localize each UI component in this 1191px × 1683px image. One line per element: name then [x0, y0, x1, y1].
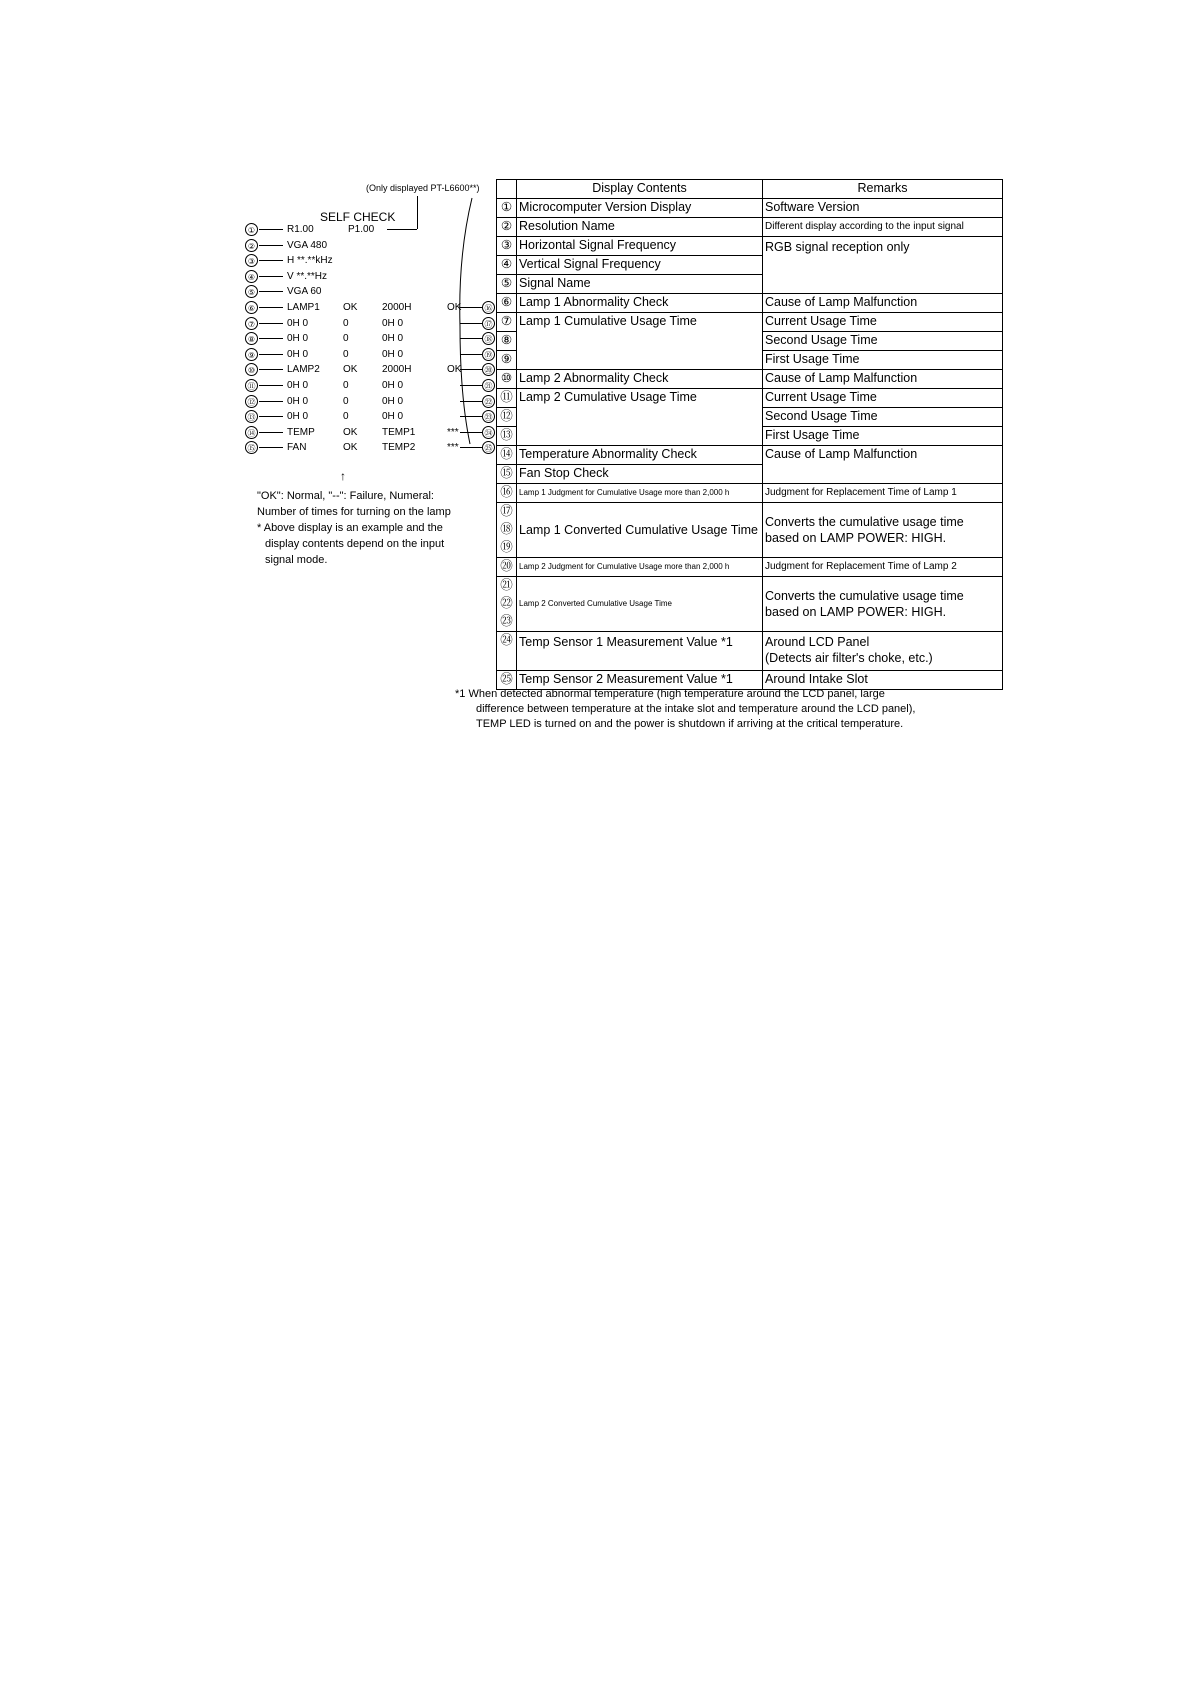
self-check-value: ***: [447, 427, 459, 438]
row-number: ⑨: [497, 351, 517, 370]
callout-number: ④: [245, 270, 258, 283]
row-remark: Current Usage Time: [763, 389, 1003, 408]
row-remark: Second Usage Time: [763, 408, 1003, 427]
self-check-value: 0H 0: [287, 396, 309, 407]
leader-line: [259, 338, 283, 339]
self-check-value: 0H 0: [382, 333, 404, 344]
self-check-value: P1.00: [348, 224, 375, 235]
row-number: ㉑: [500, 578, 513, 592]
row-content: Signal Name: [517, 275, 763, 294]
leader-line: [387, 229, 417, 230]
row-number: ⑱: [500, 522, 513, 536]
callout-number: ㉕: [482, 441, 495, 454]
note-line: display contents depend on the input: [265, 538, 445, 550]
self-check-value: 0H 0: [382, 396, 404, 407]
leader-line: [259, 260, 283, 261]
self-check-value: 0H 0: [287, 333, 309, 344]
leader-line: [259, 354, 283, 355]
callout-number: ②: [245, 239, 258, 252]
leader-line: [259, 447, 283, 448]
self-check-diagram: [0, 0, 500, 600]
row-content: Temperature Abnormality Check: [517, 446, 763, 465]
note-line: * Above display is an example and the: [257, 522, 443, 534]
row-number: ⑳: [497, 558, 517, 577]
row-remark: Converts the cumulative usage time based on LAMP POWER: HIGH.: [763, 577, 1003, 632]
row-number: ③: [497, 237, 517, 256]
callout-number: ⑪: [245, 379, 258, 392]
self-check-value: ***: [447, 442, 459, 453]
leader-line: [259, 307, 283, 308]
self-check-value: TEMP1: [382, 427, 416, 438]
self-check-value: OK: [447, 364, 462, 375]
row-remark: Software Version: [763, 199, 1003, 218]
model-note: (Only displayed PT-L6600**): [366, 183, 480, 193]
row-number: ㉕: [497, 671, 517, 690]
row-remark: Converts the cumulative usage time based on LAMP POWER: HIGH.: [763, 503, 1003, 558]
callout-number: ①: [245, 223, 258, 236]
row-remark: Different display according to the input signal: [763, 218, 1003, 237]
row-content: Lamp 2 Converted Cumulative Usage Time: [517, 577, 763, 632]
leader-line: [259, 229, 283, 230]
row-remark: Judgment for Replacement Time of Lamp 2: [763, 558, 1003, 577]
self-check-value: 0H 0: [382, 380, 404, 391]
display-contents-table: [496, 179, 1002, 690]
row-content: Lamp 2 Judgment for Cumulative Usage more than 2,000 h: [517, 558, 763, 577]
row-remark: Cause of Lamp Malfunction: [763, 294, 1003, 313]
row-number: ④: [497, 256, 517, 275]
self-check-value: 0H 0: [287, 349, 309, 360]
row-number: ⑪: [497, 389, 517, 408]
row-number: ⑥: [497, 294, 517, 313]
row-number-group: [497, 577, 517, 632]
row-content: Fan Stop Check: [517, 465, 763, 484]
self-check-value: 0: [343, 380, 349, 391]
self-check-value: V **.**Hz: [287, 271, 328, 282]
footnote-line: TEMP LED is turned on and the power is shutdown if arriving at the critical temperature.: [476, 718, 904, 730]
callout-number: ㉓: [482, 410, 495, 423]
leader-line: [259, 416, 283, 417]
self-check-value: H **.**kHz: [287, 255, 333, 266]
callout-number: ⑨: [245, 348, 258, 361]
leader-line: [259, 401, 283, 402]
row-number: ⑬: [497, 427, 517, 446]
callout-number: ⑦: [245, 317, 258, 330]
header-remarks: Remarks: [763, 180, 1003, 199]
row-remark-line: (Detects air filter's choke, etc.): [765, 651, 933, 665]
row-remark: Second Usage Time: [763, 332, 1003, 351]
callout-number: ⑥: [245, 301, 258, 314]
self-check-value: OK: [343, 442, 358, 453]
row-number: ⑮: [497, 465, 517, 484]
row-remark: First Usage Time: [763, 427, 1003, 446]
row-number: ㉔: [497, 632, 517, 671]
self-check-value: VGA 480: [287, 240, 328, 251]
row-content: Lamp 2 Abnormality Check: [517, 370, 763, 389]
callout-number: ⑤: [245, 285, 258, 298]
callout-number: ⑬: [245, 410, 258, 423]
row-content: Microcomputer Version Display: [517, 199, 763, 218]
leader-line: [259, 291, 283, 292]
self-check-value: OK: [343, 302, 358, 313]
self-check-value: LAMP2: [287, 364, 320, 375]
callout-number: ⑭: [245, 426, 258, 439]
callout-number: ㉒: [482, 395, 495, 408]
row-number: ⑧: [497, 332, 517, 351]
self-check-value: 0H 0: [382, 411, 404, 422]
connector-curve: [448, 196, 478, 446]
self-check-value: 0H 0: [382, 349, 404, 360]
callout-number: ⑲: [482, 348, 495, 361]
callout-number: ㉑: [482, 379, 495, 392]
row-content: Lamp 2 Cumulative Usage Time: [517, 389, 763, 446]
self-check-value: 2000H: [382, 364, 412, 375]
row-number: ⑯: [497, 484, 517, 503]
self-check-value: 0H 0: [287, 318, 309, 329]
row-number: ⑭: [497, 446, 517, 465]
self-check-title: SELF CHECK: [320, 210, 396, 224]
row-number: ⑩: [497, 370, 517, 389]
self-check-value: TEMP: [287, 427, 315, 438]
row-content: Lamp 1 Converted Cumulative Usage Time: [517, 503, 763, 558]
row-content: Lamp 1 Judgment for Cumulative Usage more than 2,000 h: [517, 484, 763, 503]
leader-line: [417, 196, 418, 229]
callout-number: ⑧: [245, 332, 258, 345]
row-number: ⑲: [500, 540, 513, 554]
row-remark-line: Around LCD Panel: [765, 635, 870, 649]
row-number: ⑫: [497, 408, 517, 427]
self-check-value: OK: [343, 427, 358, 438]
footnote-line: difference between temperature at the intake slot and temperature around the LCD panel),: [476, 703, 916, 715]
header-num: [497, 180, 517, 199]
footnote: [455, 687, 1015, 732]
row-remark: Cause of Lamp Malfunction: [763, 370, 1003, 389]
row-content: Resolution Name: [517, 218, 763, 237]
self-check-value: 0: [343, 333, 349, 344]
self-check-value: 0H 0: [287, 411, 309, 422]
self-check-value: 0: [343, 318, 349, 329]
callout-number: ⑩: [245, 363, 258, 376]
self-check-value: VGA 60: [287, 286, 322, 297]
row-remark: First Usage Time: [763, 351, 1003, 370]
row-remark: RGB signal reception only: [763, 237, 1003, 294]
row-content: Temp Sensor 2 Measurement Value *1: [517, 671, 763, 690]
self-check-value: 0: [343, 349, 349, 360]
leader-line: [259, 276, 283, 277]
leader-line: [259, 369, 283, 370]
self-check-notes: [257, 488, 497, 568]
callout-number: ⑰: [482, 317, 495, 330]
footnote-line: *1 When detected abnormal temperature (high temperature around the LCD panel, large: [455, 688, 885, 700]
row-content: Horizontal Signal Frequency: [517, 237, 763, 256]
row-number: ②: [497, 218, 517, 237]
callout-number: ⑱: [482, 332, 495, 345]
callout-number: ③: [245, 254, 258, 267]
row-remark: [763, 632, 1003, 671]
self-check-value: OK: [343, 364, 358, 375]
self-check-value: OK: [447, 302, 462, 313]
row-number: ⑤: [497, 275, 517, 294]
leader-line: [259, 323, 283, 324]
row-content: Vertical Signal Frequency: [517, 256, 763, 275]
callout-number: ⑯: [482, 301, 495, 314]
self-check-value: 0: [343, 411, 349, 422]
note-line: Number of times for turning on the lamp: [257, 506, 451, 518]
callout-number: ㉔: [482, 426, 495, 439]
row-number: ㉒: [500, 596, 513, 610]
self-check-value: LAMP1: [287, 302, 320, 313]
self-check-value: 0H 0: [287, 380, 309, 391]
self-check-value: R1.00: [287, 224, 314, 235]
note-line: "OK": Normal, "--": Failure, Numeral:: [257, 490, 434, 502]
self-check-value: FAN: [287, 442, 307, 453]
row-remark: Cause of Lamp Malfunction: [763, 446, 1003, 484]
callout-number: ⑫: [245, 395, 258, 408]
self-check-value: TEMP2: [382, 442, 416, 453]
row-number: ⑰: [500, 504, 513, 518]
leader-line: [460, 447, 482, 448]
leader-line: [259, 385, 283, 386]
self-check-value: 2000H: [382, 302, 412, 313]
row-remark: Judgment for Replacement Time of Lamp 1: [763, 484, 1003, 503]
self-check-value: 0H 0: [382, 318, 404, 329]
note-line: signal mode.: [265, 554, 328, 566]
row-remark: Around Intake Slot: [763, 671, 1003, 690]
arrow-up-icon: ↑: [340, 469, 346, 483]
row-content: Lamp 1 Abnormality Check: [517, 294, 763, 313]
row-remark: Current Usage Time: [763, 313, 1003, 332]
leader-line: [259, 245, 283, 246]
row-content: Temp Sensor 1 Measurement Value *1: [517, 632, 763, 671]
row-number-group: [497, 503, 517, 558]
row-number: ①: [497, 199, 517, 218]
header-display-contents: Display Contents: [517, 180, 763, 199]
row-number: ⑦: [497, 313, 517, 332]
row-number: ㉓: [500, 614, 513, 628]
callout-number: ⑳: [482, 363, 495, 376]
leader-line: [259, 432, 283, 433]
row-content: Lamp 1 Cumulative Usage Time: [517, 313, 763, 370]
self-check-value: 0: [343, 396, 349, 407]
callout-number: ⑮: [245, 441, 258, 454]
